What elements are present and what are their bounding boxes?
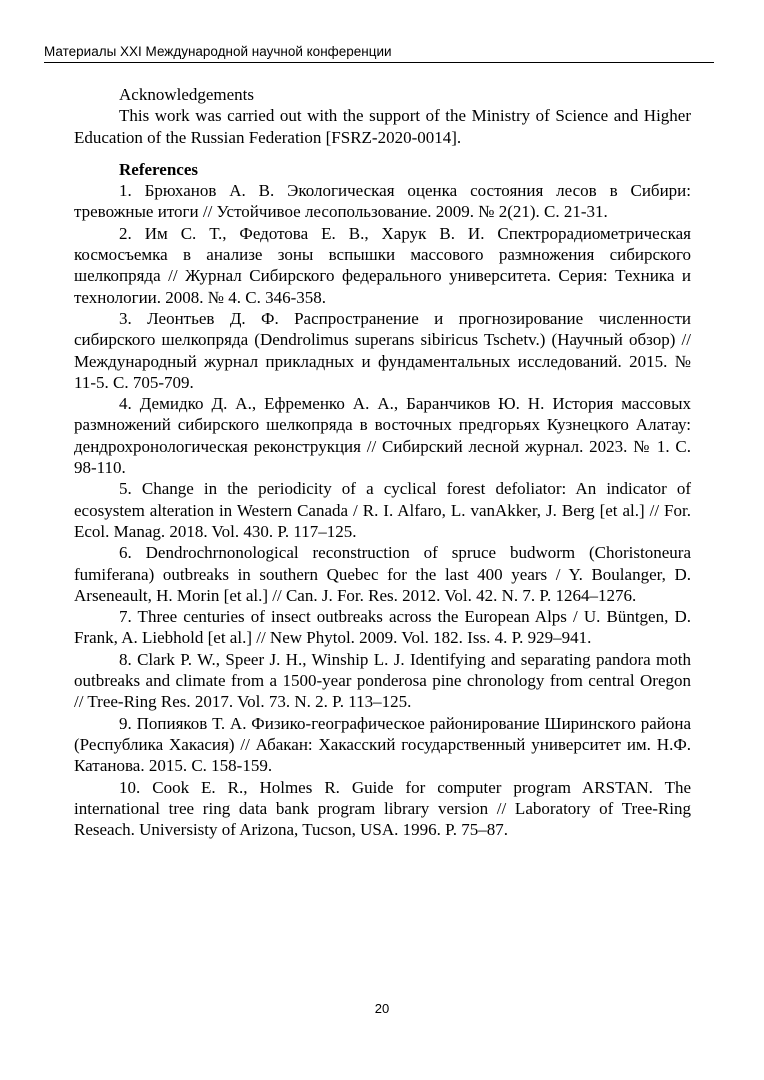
reference-item: 6. Dendrochrnonological reconstruction of spruce budworm (Choristoneura fumiferana) outbreaks in southern Quebec for the last 400 years / Y. Boulanger, D. Arseneault, H. Morin [et al.] // Can. J. For. Res. 2012. Vol. 42. N. 7. P. 1264–1276. bbox=[74, 543, 691, 605]
reference-item: 5. Change in the periodicity of a cyclical forest defoliator: An indicator of ecosystem alteration in Western Canada / R. I. Alfaro, L. vanAkker, J. Berg [et al.] // For. Ecol. Manag. 2018. Vol. 430. P. 117–125. bbox=[74, 479, 691, 541]
reference-item: 2. Им С. Т., Федотова Е. В., Харук В. И. Спектрорадиометрическая космосъемка в анализе зоны вспышки массового размножения сибирского шелкопряда // Журнал Сибирского федерального университета. Серия: Техника и технологии. 2008. № 4. С. 346-358. bbox=[74, 223, 691, 307]
page-body bbox=[74, 84, 691, 840]
header-divider bbox=[44, 62, 714, 63]
reference-item: 7. Three centuries of insect outbreaks across the European Alps / U. Büntgen, D. Frank, A. Liebhold [et al.] // New Phytol. 2009. Vol. 182. Iss. 4. P. 929–941. bbox=[74, 607, 691, 648]
page-number: 20 bbox=[374, 1001, 390, 1016]
acknowledgements-title: Acknowledgements bbox=[119, 85, 255, 104]
reference-item: 8. Clark P. W., Speer J. H., Winship L. J. Identifying and separating pandora moth outbreaks and climate from a 1500-year ponderosa pine chronology from central Oregon // Tree-Ring Res. 2017. Vol. 73. N. 2. P. 113–125. bbox=[74, 649, 691, 712]
reference-item: 9. Попияков Т. А. Физико-географическое районирование Ширинского района (Республика Хакасия) // Абакан: Хакасский государственный университет им. Н.Ф. Катанова. 2015. С. 158-159. bbox=[74, 713, 691, 776]
reference-item: 4. Демидко Д. А., Ефременко А. А., Баранчиков Ю. Н. История массовых размножений сибирского шелкопряда в восточных предгорьях Кузнецкого Алатау: дендрохронологическая реконструкция // Сибирский лесной журнал. 2023. № 1. С. 98-110. bbox=[74, 394, 691, 478]
references-title: References bbox=[119, 159, 198, 179]
reference-item: 3. Леонтьев Д. Ф. Распространение и прогнозирование численности сибирского шелкопряда (Dendrolimus superans sibiricus Tschetv.) (Научный обзор) // Международный журнал прикладных и фундаментальных исследований. 2015. № 11-5. С. 705-709. bbox=[74, 308, 691, 392]
reference-item: 1. Брюханов А. В. Экологическая оценка состояния лесов в Сибири: тревожные итоги // Устойчивое лесопользование. 2009. № 2(21). С. 21-31. bbox=[74, 181, 691, 222]
acknowledgements-text: This work was carried out with the support of the Ministry of Science and Higher Education of the Russian Federation [FSRZ-2020-0014]. bbox=[74, 106, 691, 147]
reference-item: 10. Cook E. R., Holmes R. Guide for computer program ARSTAN. The international tree ring data bank program library version // Laboratory of Tree-Ring Reseach. Universisty of Arizona, Tucson, USA. 1996. P. 75–87. bbox=[74, 777, 691, 840]
running-header: Материалы XXI Международной научной конференции bbox=[44, 44, 392, 59]
